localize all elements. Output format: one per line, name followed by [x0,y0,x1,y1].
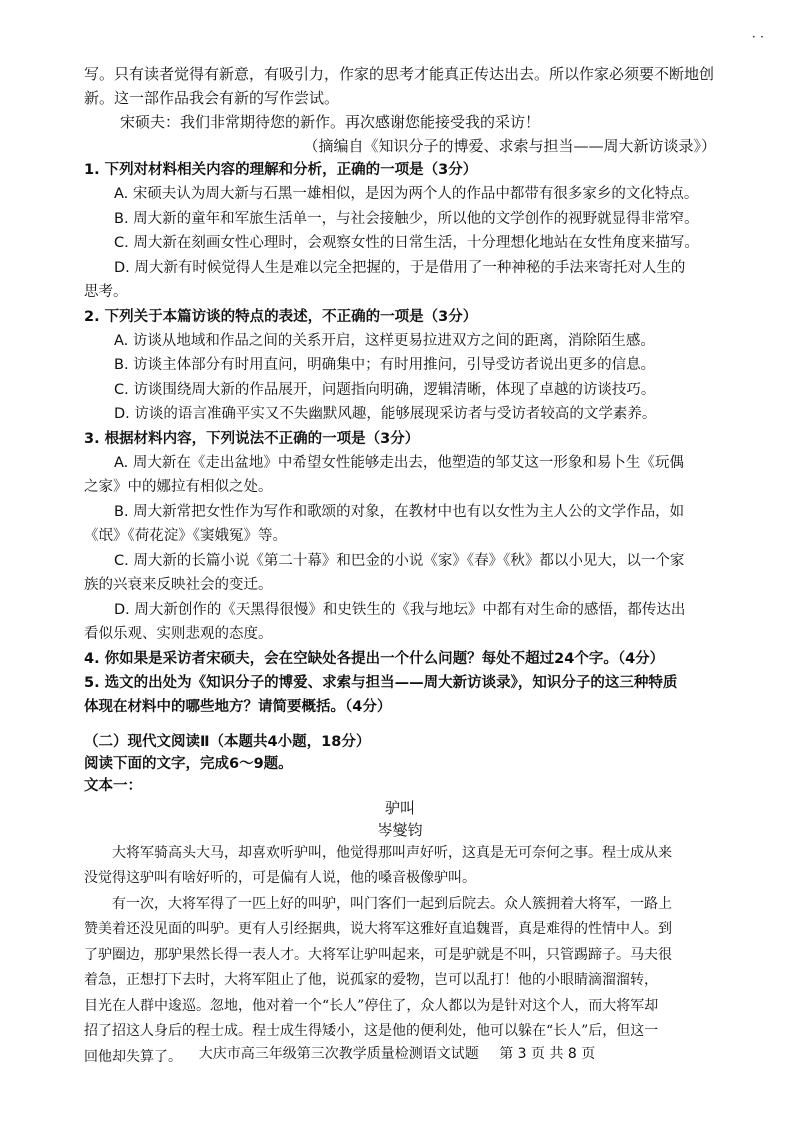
story-p2-line-5: 目光在人群中逡巡。忽地，他对着一个“长人”停住了，众人都以为是针对这个人，而大将军却 [84,997,659,1014]
question-3-option-c-cont: 族的兴衰来反映社会的变迁。 [84,577,273,593]
question-2-option-c: C. 访谈围绕周大新的作品展开，问题指向明确，逻辑清晰，体现了卓越的访谈技巧。 [114,381,656,398]
question-2-stem: 2. 下列关于本篇访谈的特点的表述，不正确的一项是（3分） [84,308,478,325]
corner-mark: · · [751,30,764,45]
question-3-option-d-cont: 看似乐观、实则悲观的态度。 [84,626,273,642]
question-3-option-c: C. 周大新的长篇小说《第二十幕》和巴金的小说《家》《春》《秋》都以小见大，以一个家 [114,552,685,569]
text-one-label: 文本一： [84,777,142,794]
story-p2-line-1: 有一次，大将军得了一匹上好的叫驴，叫门客们一起到后院去。众人簇拥着大将军，一路上 [112,895,672,912]
interview-closing: 宋硕夫：我们非常期待您的新作。再次感谢您能接受我的采访！ [120,113,541,131]
question-5-line-2: 体现在材料中的哪些地方？请简要概括。（4分） [84,698,392,715]
question-3-option-b: B. 周大新常把女性作为写作和歌颂的对象，在教材中也有以女性为主人公的文学作品，如 [114,503,685,520]
exam-title: 大庆市高三年级第三次教学质量检测语文试题 [198,1046,479,1062]
question-3-stem: 3. 根据材料内容，下列说法不正确的一项是（3分） [84,430,420,447]
source-citation: （摘编自《知识分子的博爱、求索与担当——周大新访谈录》） [303,137,716,155]
section-2-heading: （二）现代文阅读Ⅱ（本题共4小题，18分） [84,733,371,750]
question-1-option-b: B. 周大新的童年和军旅生活单一，与社会接触少，所以他的文学创作的视野就显得非常窄。 [114,210,699,227]
question-1-option-d: D. 周大新有时候觉得人生是难以完全把握的，于是借用了一种神秘的手法来寄托对人生的 [114,259,686,276]
question-1-option-c: C. 周大新在刻画女性心理时，会观察女性的日常生活，十分理想化地站在女性角度来描写。 [114,235,699,251]
intro-line-2: 新。这一部作品我会有新的写作尝试。 [84,89,340,107]
question-1-option-a: A. 宋硕夫认为周大新与石黑一雄相似，是因为两个人的作品中都带有很多家乡的文化特点。 [114,186,699,202]
story-p2-line-2: 赞美着还没见面的叫驴。更有人引经据典，说大将军这雅好直追魏晋，真是难得的性情中人。到 [84,921,672,937]
story-p2-line-3: 了驴圈边，那驴果然长得一表人才。大将军让驴叫起来，可是驴就是不叫，只管踢蹄子。马夫很 [84,946,672,963]
question-2-option-b: B. 访谈主体部分有时用直问，明确集中；有时用推问，引导受访者说出更多的信息。 [114,357,656,373]
page-number: 第 3 页 共 8 页 [499,1046,596,1062]
question-1-option-d-cont: 思考。 [84,284,128,300]
question-1-stem: 1. 下列对材料相关内容的理解和分析，正确的一项是（3分） [84,162,478,178]
story-p2-line-4: 着急，正想打下去时，大将军阻止了他，说孤家的爱物，岂可以乱打！他的小眼睛滴溜溜转， [84,972,658,988]
question-3-option-a-cont: 之家》中的娜拉有相似之处。 [84,479,273,495]
question-3-option-a: A. 周大新在《走出盆地》中希望女性能够走出去，他塑造的邹艾这一形象和易卜生《玩偶 [114,454,684,471]
story-p1-line-1: 大将军骑高头大马，却喜欢听驴叫，他觉得那叫声好听，这真是无可奈何之事。程士成从来 [112,844,672,861]
question-3-option-d: D. 周大新创作的《天黑得很慢》和史铁生的《我与地坛》中都有对生命的感悟，都传达出 [114,601,686,618]
story-author: 岑燮钧 [377,820,423,839]
intro-line-1: 写。只有读者觉得有新意，有吸引力，作家的思考才能真正传达出去。所以作家必须要不断地创 [84,65,715,83]
section-gap [84,719,716,731]
page-footer [0,1043,794,1063]
story-p1-line-2: 没觉得这驴叫有啥好听的，可是偏有人说，他的嗓音极像驴叫。 [84,870,476,886]
page-content [84,62,716,1070]
question-4: 4. 你如果是采访者宋硕夫，会在空缺处各提出一个什么问题？每处不超过24个字。（4分） [84,650,665,667]
question-2-option-d: D. 访谈的语言准确平实又不失幽默风趣，能够展现采访者与受访者较高的文学素养。 [114,406,657,422]
question-5-line-1: 5. 选文的出处为《知识分子的博爱、求索与担当——周大新访谈录》，知识分子的这三种特质 [84,674,678,691]
question-3-option-b-cont: 《氓》《荷花淀》《窦娥冤》等。 [84,528,287,544]
section-2-instruction: 阅读下面的文字，完成6～9题。 [84,755,293,772]
story-p2-line-7: 回他却失算了。 [84,1048,182,1065]
story-title: 驴叫 [384,798,415,817]
story-p2-line-6: 招了招这人身后的程士成。程士成生得矮小，这是他的便利处，他可以躲在“长人”后，但这一 [84,1023,659,1039]
question-2-option-a: A. 访谈从地域和作品之间的关系开启，这样更易拉进双方之间的距离，消除陌生感。 [114,332,655,349]
